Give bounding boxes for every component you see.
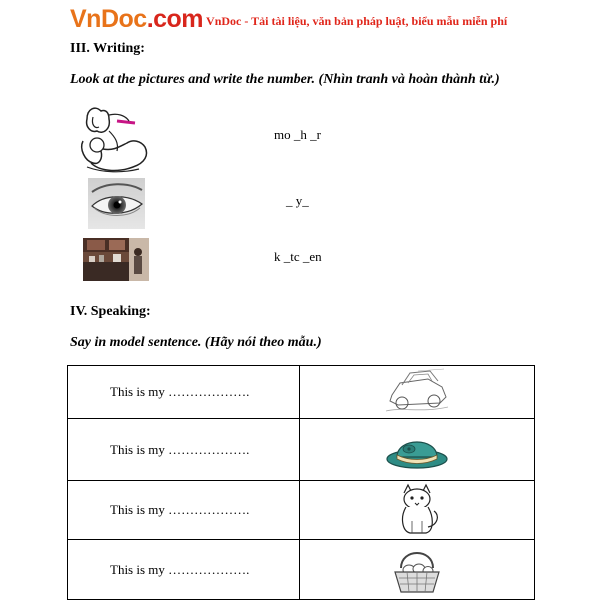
- car-picture: [382, 367, 452, 417]
- speaking-instruction: Say in model sentence. (Hãy nói theo mẫu.): [70, 335, 322, 350]
- writing-heading: III. Writing:: [70, 41, 145, 56]
- kitten-picture: [392, 483, 442, 537]
- eye-picture: [88, 178, 145, 229]
- table-row: [68, 481, 535, 540]
- kitten-picture-cell: [300, 481, 535, 540]
- site-tagline: VnDoc - Tải tài liệu, văn bản pháp luật, biểu mẫu miễn phí: [206, 14, 508, 28]
- table-row: [68, 366, 535, 419]
- sentence-cell: This is my ……………….: [68, 481, 300, 540]
- hat-picture-cell: [300, 419, 535, 481]
- writing-word-2: _ y_: [286, 193, 309, 208]
- vndoc-logo[interactable]: VnDoc.com: [70, 5, 204, 33]
- sentence-cell: This is my ……………….: [68, 419, 300, 481]
- basket-picture: [389, 544, 445, 596]
- table-row: [68, 540, 535, 600]
- kitchen-picture: [83, 238, 149, 281]
- writing-word-1: mo _h _r: [274, 127, 321, 142]
- sentence-cell: This is my ……………….: [68, 366, 300, 419]
- basket-picture-cell: [300, 540, 535, 600]
- mother-baby-picture: [73, 101, 155, 175]
- hat-picture: [385, 425, 449, 475]
- sentence-cell: This is my ……………….: [68, 540, 300, 600]
- table-row: [68, 419, 535, 481]
- speaking-table: [67, 365, 535, 600]
- writing-word-3: k _tc _en: [274, 249, 322, 264]
- writing-instruction: Look at the pictures and write the number. (Nhìn tranh và hoàn thành từ.): [70, 72, 500, 87]
- car-picture-cell: [300, 366, 535, 419]
- page-header: [70, 4, 507, 32]
- speaking-heading: IV. Speaking:: [70, 304, 151, 319]
